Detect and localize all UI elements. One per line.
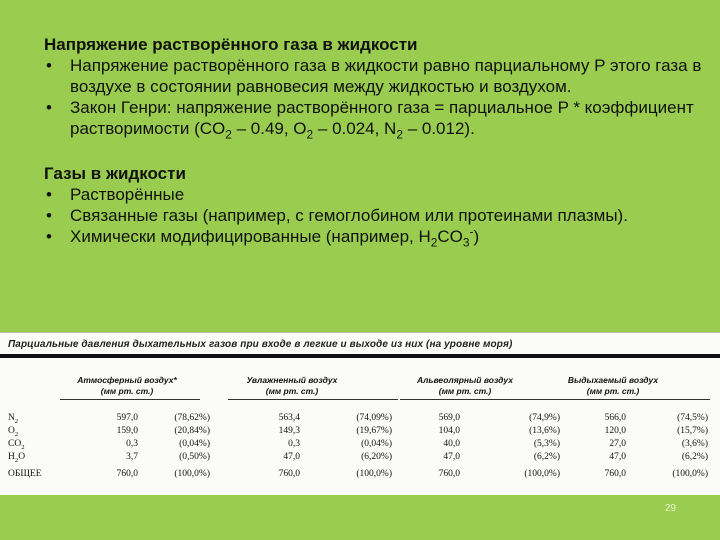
table-cell: (13,6%) bbox=[529, 426, 560, 436]
table-cell: 40,0 bbox=[443, 439, 460, 449]
table-cell: 0,3 bbox=[288, 439, 300, 449]
table-cell: (19,67%) bbox=[356, 426, 392, 436]
table-row-gas: $CO_2$ bbox=[8, 439, 25, 451]
bullet-dot: • bbox=[46, 185, 52, 204]
col-underline bbox=[60, 399, 200, 400]
table-cell: 47,0 bbox=[443, 452, 460, 462]
page-number: 29 bbox=[664, 503, 676, 514]
col-head-alveolar: Альвеолярный воздух (мм рт. ст.) bbox=[416, 375, 513, 396]
table-cell: 760,0 bbox=[438, 469, 460, 479]
col-underline bbox=[560, 399, 710, 400]
table-cell: 597,0 bbox=[116, 413, 138, 423]
table-cell: 104,0 bbox=[438, 426, 460, 436]
table-cell: 149,3 bbox=[278, 426, 300, 436]
table-cell: 27,0 bbox=[609, 439, 626, 449]
table-row-gas: ОБЩЕЕ bbox=[8, 469, 42, 479]
table-cell: (6,2%) bbox=[533, 452, 560, 462]
bullet-dot: • bbox=[46, 206, 52, 225]
table-cell: (100,0%) bbox=[672, 469, 708, 479]
table-cell: (100,0%) bbox=[356, 469, 392, 479]
gas-pressure-table bbox=[0, 332, 720, 495]
section2-bullet-1: • Растворённые bbox=[46, 185, 185, 204]
table-cell: 760,0 bbox=[604, 469, 626, 479]
slide-text bbox=[44, 34, 704, 250]
bullet-dot: • bbox=[46, 56, 52, 75]
table-cell: (100,0%) bbox=[524, 469, 560, 479]
section1-bullet-1: • Напряжение растворённого газа в жидкости равно парциальному P этого газа в воздухе в состоянии равновесия между жидкостью и воздухом. bbox=[46, 56, 702, 96]
table-cell: (15,7%) bbox=[677, 426, 708, 436]
table-cell: 0,3 bbox=[126, 439, 138, 449]
table-cell: (0,04%) bbox=[361, 439, 392, 449]
table-cell: (74,5%) bbox=[677, 413, 708, 423]
section1-list bbox=[44, 55, 704, 142]
table-cell: (5,3%) bbox=[533, 439, 560, 449]
table-cell: 569,0 bbox=[438, 413, 460, 423]
table-cell: (100,0%) bbox=[174, 469, 210, 479]
bullet-dot: • bbox=[46, 98, 52, 117]
table-row-gas: $O_2$ bbox=[8, 426, 19, 438]
table-cell: 159,0 bbox=[116, 426, 138, 436]
col-head-exhaled: Выдыхаемый воздух (мм рт. ст.) bbox=[567, 375, 659, 396]
table-cell: 566,0 bbox=[604, 413, 626, 423]
table-cell: 760,0 bbox=[116, 469, 138, 479]
col-head-humidified: Увлажненный воздух (мм рт. ст.) bbox=[246, 375, 338, 396]
table-cell: 120,0 bbox=[604, 426, 626, 436]
bullet-dot: • bbox=[46, 227, 52, 246]
table-cell: (20,84%) bbox=[174, 426, 210, 436]
table-cell: 47,0 bbox=[609, 452, 626, 462]
col-head-atmospheric: Атмосферный воздух* (мм рт. ст.) bbox=[77, 375, 177, 396]
section2-list bbox=[44, 184, 704, 250]
table-cell: 760,0 bbox=[278, 469, 300, 479]
section2-bullet-2: • Связанные газы (например, с гемоглобином или протеинами плазмы). bbox=[46, 206, 628, 225]
table-cell: (74,9%) bbox=[529, 413, 560, 423]
table-row-gas: $N_2$ bbox=[8, 413, 19, 425]
table-caption: Парциальные давления дыхательных газов при входе в легкие и выходе из них (на уровне моря) bbox=[8, 339, 513, 350]
table-cell: 3,7 bbox=[126, 452, 138, 462]
table-cell: (78,62%) bbox=[174, 413, 210, 423]
col-underline bbox=[228, 399, 398, 400]
caption-rule bbox=[0, 354, 720, 358]
section1-bullet-2: • Закон Генри: напряжение растворённого газа = парциальное P * коэффициент растворимости ($CO_2 - 0.49$, $O_2 - 0.024$, $N_2 - 0.012$). bbox=[46, 98, 694, 142]
table-cell: (3,6%) bbox=[681, 439, 708, 449]
table-cell: 563,4 bbox=[278, 413, 300, 423]
table-cell: (74,09%) bbox=[356, 413, 392, 423]
section2-heading: Газы в жидкости bbox=[44, 164, 186, 183]
table-cell: (0,50%) bbox=[179, 452, 210, 462]
col-underline bbox=[400, 399, 560, 400]
table-cell: (6,2%) bbox=[681, 452, 708, 462]
table-cell: (0,04%) bbox=[179, 439, 210, 449]
section1-heading: Напряжение растворённого газа в жидкости bbox=[44, 35, 418, 54]
section2-bullet-3: • Химически модифицированные (например, $H_2CO_3^-$) bbox=[46, 224, 480, 250]
table-row-gas: $H_2O$ bbox=[8, 452, 26, 464]
table-cell: (6,20%) bbox=[361, 452, 392, 462]
table-cell: 47,0 bbox=[283, 452, 300, 462]
